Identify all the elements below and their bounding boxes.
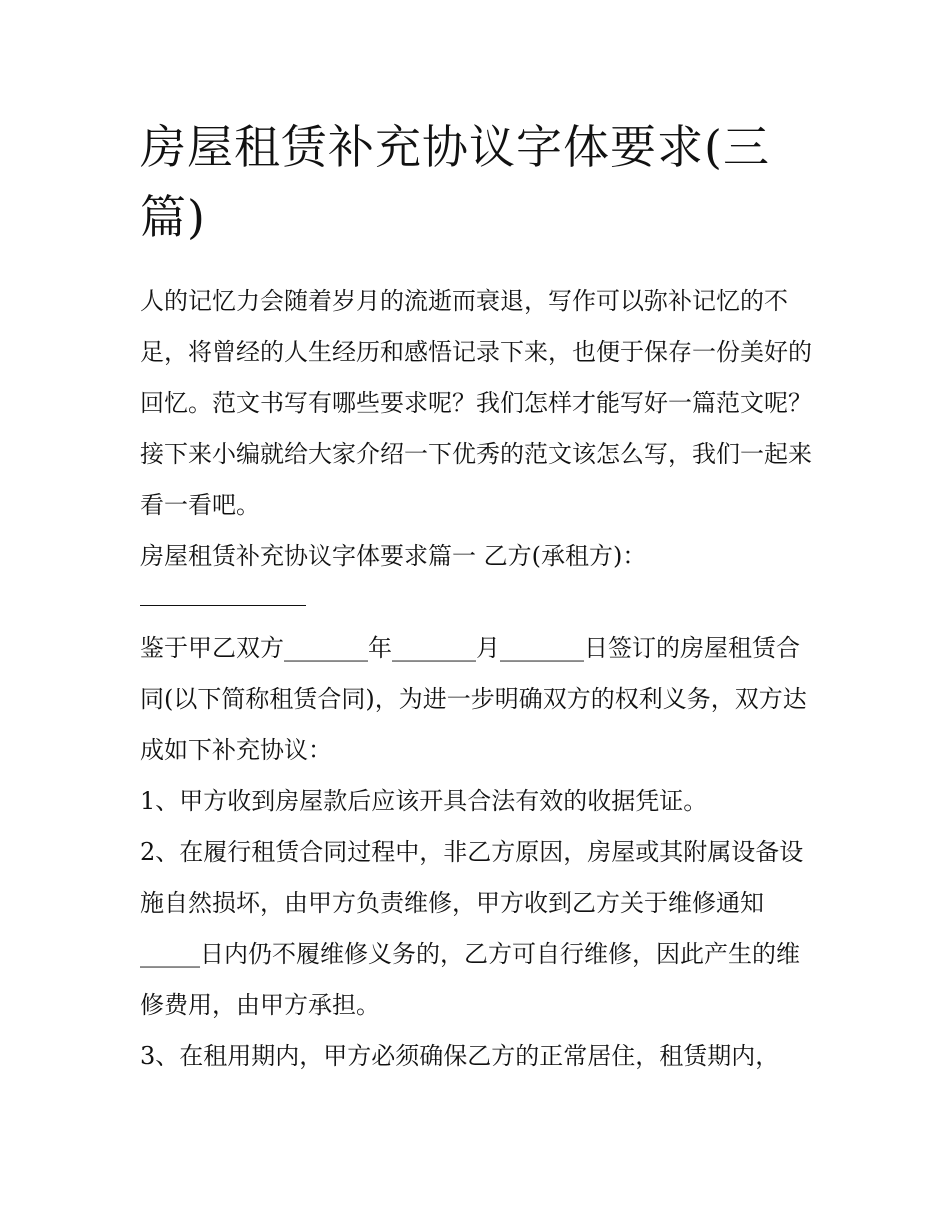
clause-1: 1、甲方收到房屋款后应该开具合法有效的收据凭证。 [140,787,708,815]
signature-blank-line [140,605,306,606]
clause-2: 2、在履行租赁合同过程中，非乙方原因，房屋或其附属设备设施自然损坏，由甲方负责维修，甲方收到乙方关于维修通知_____日内仍不履维修义务的，乙方可自行维修，因此产生的维修费用，由甲方承担。 [140,838,804,1019]
document-title: 房屋租赁补充协议字体要求(三篇) [140,120,770,244]
intro-paragraph: 人的记忆力会随着岁月的流逝而衰退，写作可以弥补记忆的不足，将曾经的人生经历和感悟记录下来，也便于保存一份美好的回忆。范文书写有哪些要求呢？我们怎样才能写好一篇范文呢？接下来小编就给大家介绍一下优秀的范文该怎么写，我们一起来看一看吧。 [140,287,812,519]
clause-3: 3、在租用期内，甲方必须确保乙方的正常居住，租赁期内， [140,1042,780,1070]
whereas-paragraph: 鉴于甲乙双方_______年_______月_______日签订的房屋租赁合同(以下简称租赁合同)，为进一步明确双方的权利义务，双方达成如下补充协议： [140,634,807,764]
section-heading: 房屋租赁补充协议字体要求篇一 乙方(承租方)： [140,542,647,570]
